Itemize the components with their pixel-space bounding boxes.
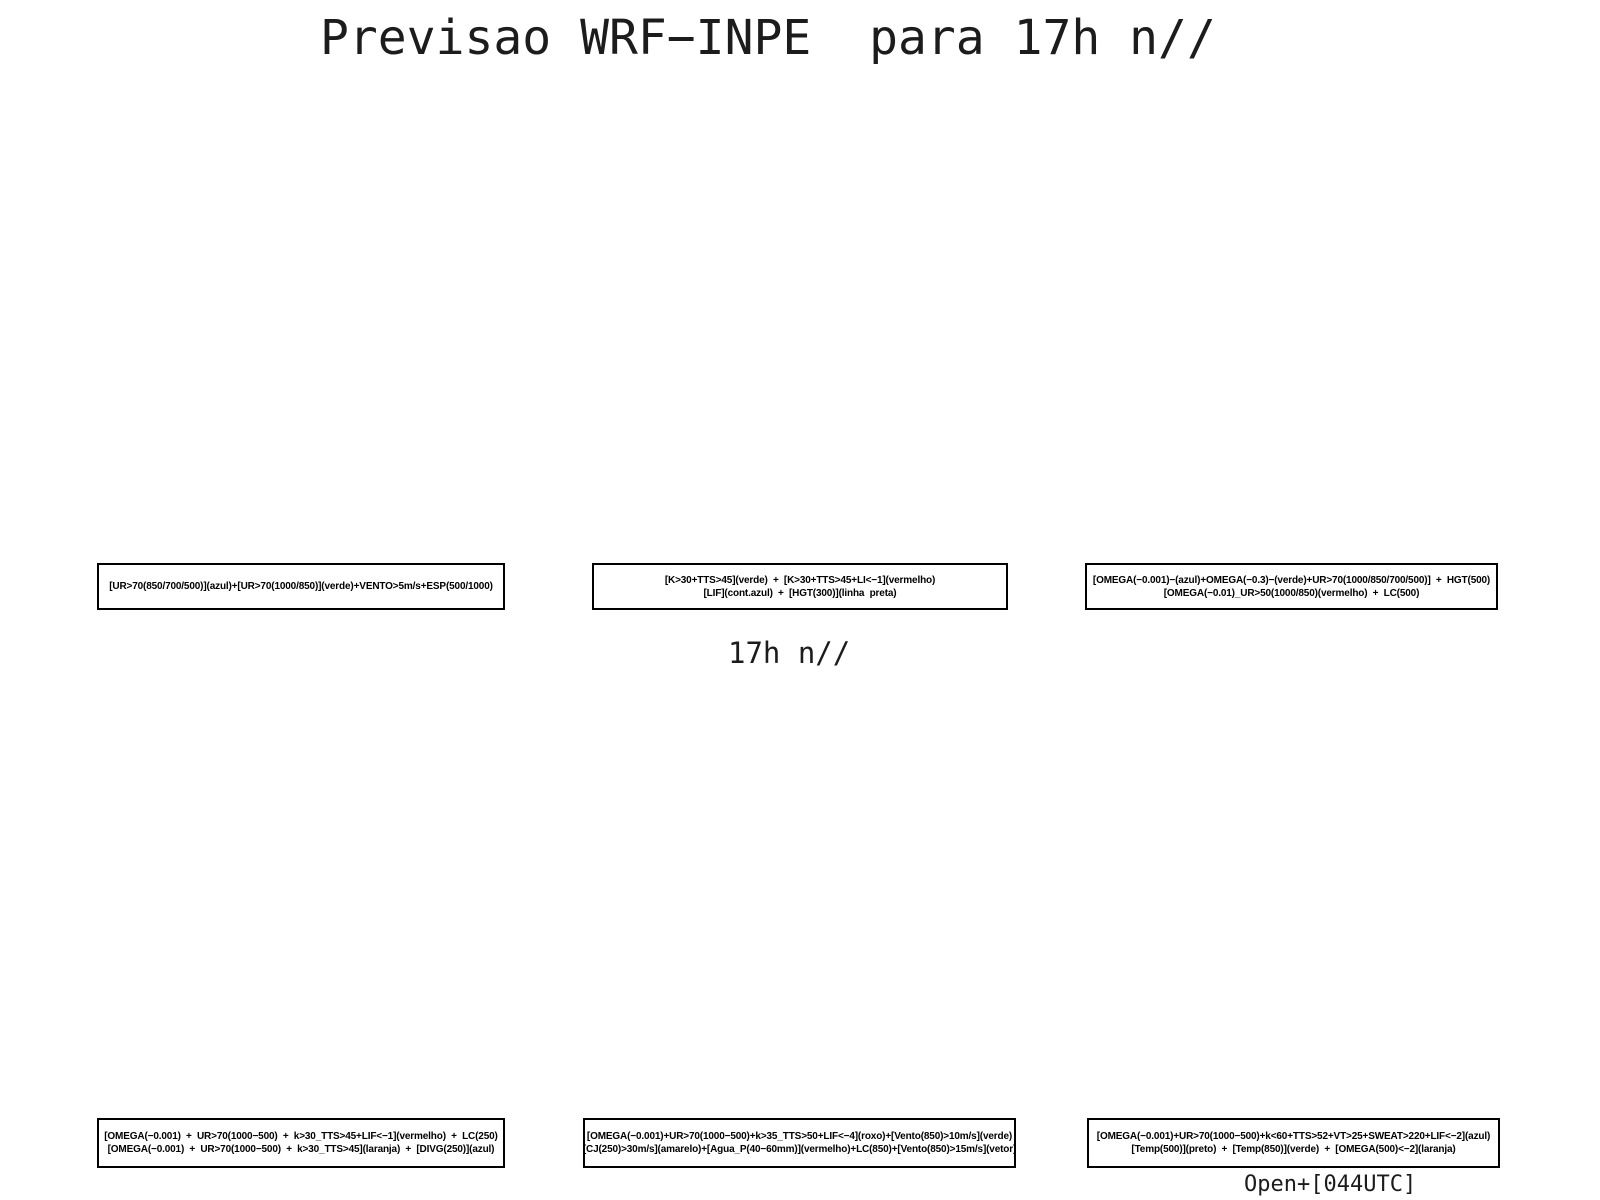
- legend-line: [K>30+TTS>45](verde) + [K>30+TTS>45+LI<−1](vermelho): [664, 574, 936, 586]
- legend-line: [OMEGA(−0.01)_UR>50(1000/850)(vermelho) + LC(500): [1163, 587, 1420, 599]
- legend-box-bottom-center: [583, 1118, 1016, 1168]
- legend-box-top-right: [1085, 563, 1498, 610]
- legend-box-top-center: [592, 563, 1008, 610]
- legend-line: [CJ(250)>30m/s](amarelo)+[Agua_P(40−60mm)](vermelho)+LC(850)+[Vento(850)>15m/s](vetor): [582, 1144, 1017, 1155]
- legend-line: [OMEGA(−0.001)+UR>70(1000−500)+k>35_TTS>50+LIF<−4](roxo)+[Vento(850)>10m/s](verde): [586, 1131, 1013, 1142]
- legend-line: [OMEGA(−0.001) + UR>70(1000−500) + k>30_TTS>45+LIF<−1](vermelho) + LC(250): [104, 1131, 498, 1142]
- legend-line: [OMEGA(−0.001)+UR>70(1000−500)+k<60+TTS>52+VT>25+SWEAT>220+LIF<−2](azul): [1096, 1131, 1491, 1142]
- legend-box-top-left: [97, 563, 505, 610]
- page-title: Previsao WRF−INPE para 17h n//: [320, 10, 1216, 66]
- legend-line: [LIF](cont.azul) + [HGT(300)](linha preta): [703, 587, 897, 599]
- panel-time-label: 17h n//: [728, 636, 851, 670]
- legend-box-bottom-left: [97, 1118, 505, 1168]
- legend-line: [OMEGA(−0.001) + UR>70(1000−500) + k>30_TTS>45](laranja) + [DIVG(250)](azul): [107, 1144, 495, 1155]
- legend-line: [Temp(500)](preto) + [Temp(850)](verde) + [OMEGA(500)<−2](laranja): [1131, 1144, 1456, 1155]
- footer-runtime-label: Open+[044UTC]: [1244, 1172, 1417, 1197]
- legend-box-bottom-right: [1087, 1118, 1500, 1168]
- legend-line: [OMEGA(−0.001)−(azul)+OMEGA(−0.3)−(verde)+UR>70(1000/850/700/500)] + HGT(500): [1092, 574, 1491, 586]
- legend-line: [UR>70(850/700/500)](azul)+[UR>70(1000/850)](verde)+VENTO>5m/s+ESP(500/1000): [109, 581, 493, 592]
